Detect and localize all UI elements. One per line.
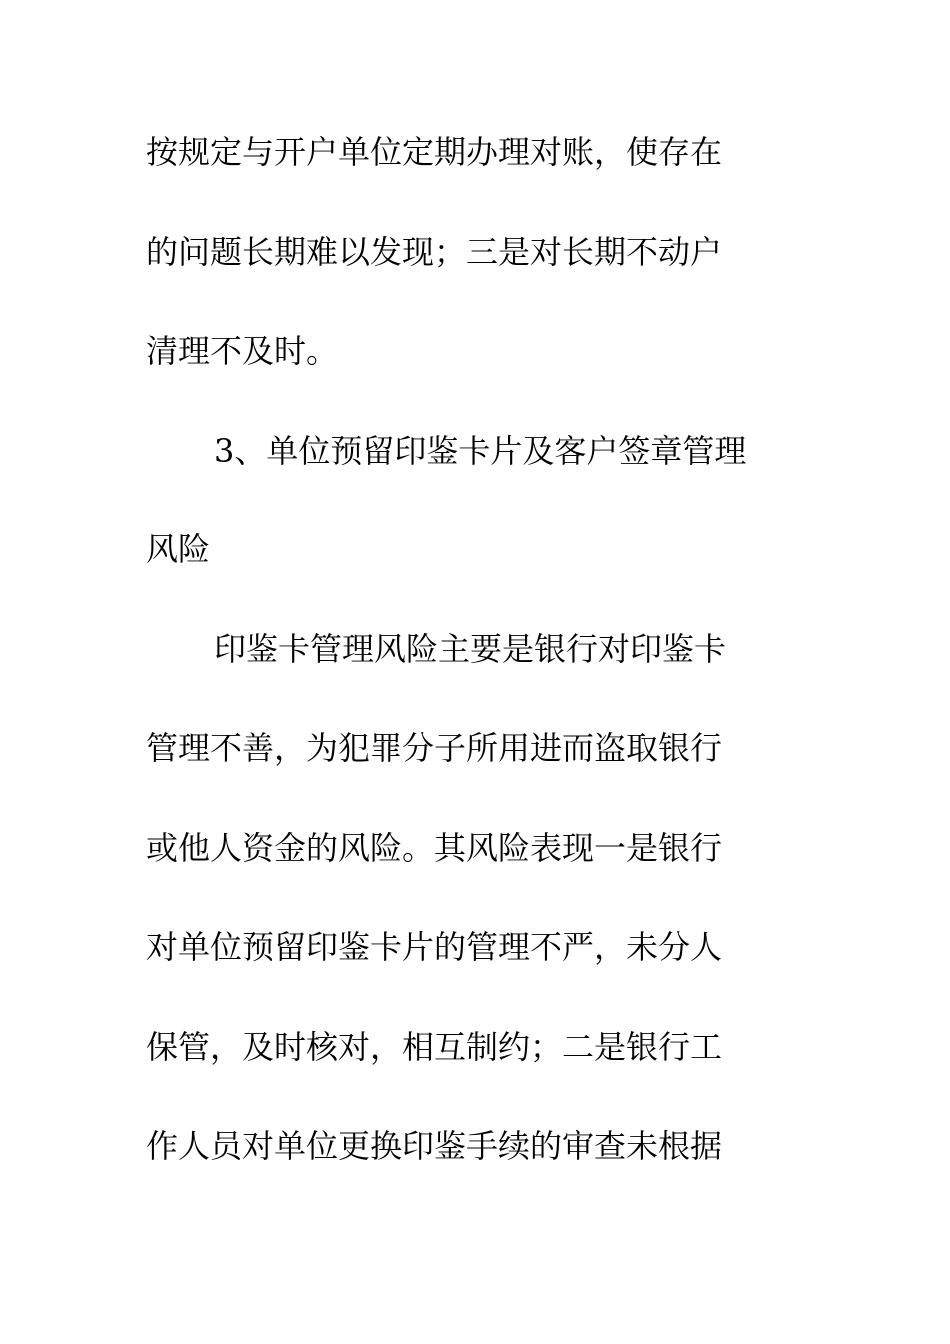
text-line: 作人员对单位更换印鉴手续的审查未根据 (146, 1127, 723, 1165)
section-heading-continued: 风险 (146, 530, 211, 568)
text-line: 保管，及时核对，相互制约；二是银行工 (146, 1028, 723, 1066)
text-line: 管理不善，为犯罪分子所用进而盗取银行 (146, 729, 723, 767)
text-line: 清理不及时。 (146, 332, 339, 370)
section-heading: 3、单位预留印鉴卡片及客户签章管理 (214, 432, 747, 470)
text-line: 对单位预留印鉴卡片的管理不严，未分人 (146, 928, 723, 966)
text-line: 印鉴卡管理风险主要是银行对印鉴卡 (214, 630, 727, 668)
text-line: 或他人资金的风险。其风险表现一是银行 (146, 829, 723, 867)
text-line: 的问题长期难以发现；三是对长期不动户 (146, 233, 723, 271)
text-line: 按规定与开户单位定期办理对账，使存在 (146, 133, 723, 171)
